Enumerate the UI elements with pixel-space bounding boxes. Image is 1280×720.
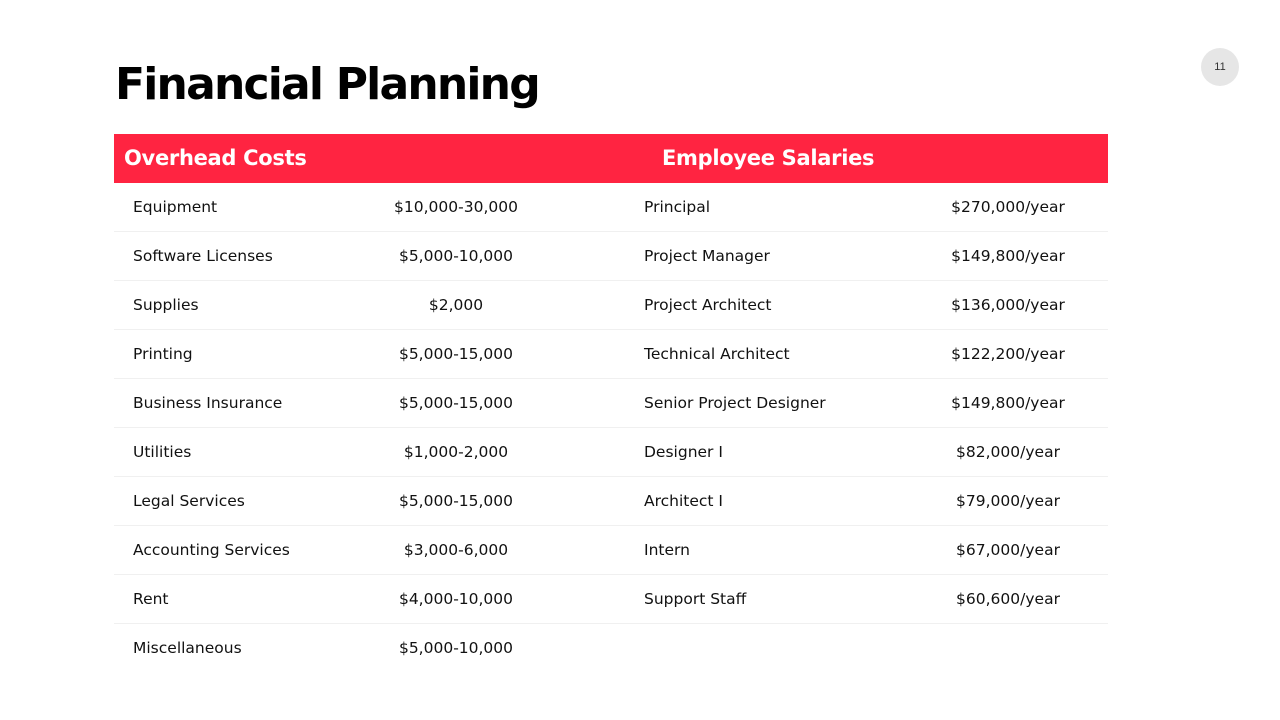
employee-salaries-header: Employee Salaries: [662, 146, 875, 170]
overhead-cost: $10,000-30,000: [394, 198, 518, 216]
table-row: [114, 526, 1108, 575]
employee-salary: $270,000/year: [951, 198, 1065, 216]
table-row: [114, 232, 1108, 281]
overhead-item: Miscellaneous: [133, 639, 242, 657]
overhead-item: Equipment: [133, 198, 218, 216]
table-row: [114, 281, 1108, 330]
table-row: [114, 428, 1108, 477]
table-row: [114, 624, 1108, 673]
overhead-cost: $5,000-10,000: [398, 639, 514, 657]
overhead-cost: $3,000-6,000: [403, 541, 509, 559]
employee-role: Project Manager: [644, 247, 770, 265]
employee-salary: $67,000/year: [956, 541, 1060, 559]
table-row: [114, 330, 1108, 379]
overhead-item: Business Insurance: [133, 394, 283, 412]
employee-role: Project Architect: [644, 296, 772, 314]
overhead-item: Supplies: [133, 296, 199, 314]
overhead-cost: $5,000-15,000: [398, 394, 514, 412]
employee-salary: $149,800/year: [951, 247, 1065, 265]
overhead-cost: $2,000: [428, 296, 484, 314]
employee-salary: $122,200/year: [951, 345, 1065, 363]
employee-role: Technical Architect: [644, 345, 790, 363]
employee-role: Architect I: [644, 492, 723, 510]
employee-role: Support Staff: [644, 590, 747, 608]
overhead-item: Printing: [133, 345, 193, 363]
table-row: [114, 183, 1108, 232]
page-number-badge: 11: [1201, 48, 1239, 86]
employee-salary: $149,800/year: [951, 394, 1065, 412]
table-row: [114, 477, 1108, 526]
overhead-cost: $1,000-2,000: [403, 443, 509, 461]
employee-role: Intern: [644, 541, 690, 559]
overhead-item: Legal Services: [133, 492, 245, 510]
employee-salary: $136,000/year: [951, 296, 1065, 314]
page-title: Financial Planning: [115, 59, 539, 110]
table-header-bar: [114, 134, 1108, 183]
employee-salary: $82,000/year: [956, 443, 1060, 461]
financial-table: [114, 183, 1108, 673]
overhead-cost: $5,000-15,000: [398, 345, 514, 363]
employee-role: Designer I: [644, 443, 723, 461]
overhead-cost: $5,000-15,000: [398, 492, 514, 510]
overhead-item: Rent: [133, 590, 169, 608]
overhead-item: Accounting Services: [133, 541, 290, 559]
overhead-item: Software Licenses: [133, 247, 273, 265]
employee-salary: $60,600/year: [956, 590, 1060, 608]
table-row: [114, 575, 1108, 624]
employee-role: Senior Project Designer: [644, 394, 826, 412]
table-row: [114, 379, 1108, 428]
overhead-costs-header: Overhead Costs: [124, 146, 307, 170]
employee-salary: $79,000/year: [956, 492, 1060, 510]
employee-role: Principal: [644, 198, 711, 216]
overhead-cost: $5,000-10,000: [398, 247, 514, 265]
overhead-cost: $4,000-10,000: [398, 590, 514, 608]
overhead-item: Utilities: [133, 443, 192, 461]
